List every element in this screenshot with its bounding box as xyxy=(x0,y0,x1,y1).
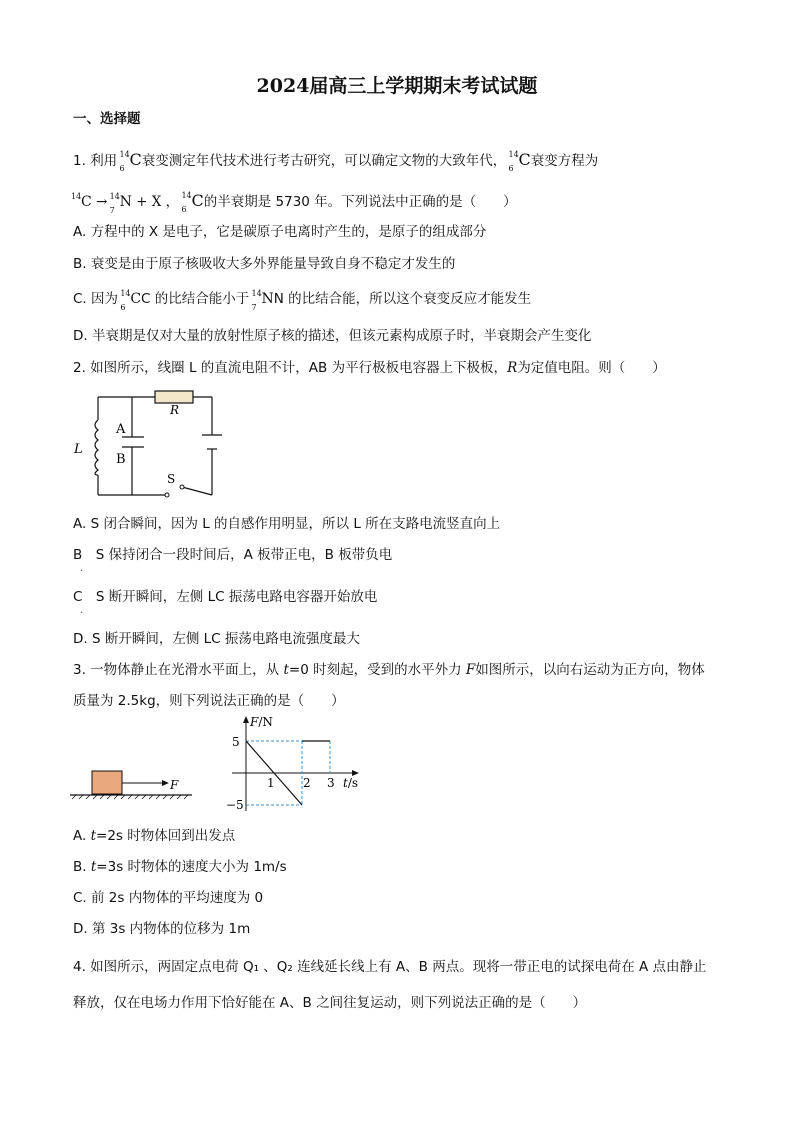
resistor xyxy=(155,391,193,403)
page-title: 2024届高三上学期期末考试试题 xyxy=(256,75,538,97)
x-axis-label: t/s xyxy=(343,776,359,790)
x-tick-label: 3 xyxy=(327,776,335,790)
q1-line2: 14 C → 14 7 N + X ， 14 6 C的半衰期是 5730 年。下列说法中正确的是（ ） xyxy=(71,191,517,215)
q1-option-b: B. 衰变是由于原子核吸收大多外界能量导致自身不稳定才发生的 xyxy=(73,256,456,272)
q3-option-b: B. t=3s 时物体的速度大小为 1m/s xyxy=(73,859,287,875)
q3-option-c: C. 前 2s 内物体的平均速度为 0 xyxy=(73,890,264,906)
q3-option-d: D. 第 3s 内物体的位移为 1m xyxy=(73,921,251,937)
label-a: A xyxy=(116,422,126,437)
switch-contact xyxy=(180,485,184,489)
y-tick-label: 5 xyxy=(232,735,240,749)
y-axis-arrow xyxy=(243,716,249,723)
q2-option-b: B S 保持闭合一段时间后，A 板带正电，B 板带负电 xyxy=(73,547,393,563)
y-tick-label: −5 xyxy=(226,798,244,812)
q3-stem-line1: 3. 一物体静止在光滑水平面上，从 t=0 时刻起，受到的水平外力 F如图所示，以向右运动为正方向，物体 xyxy=(73,662,705,678)
q1-option-a: A. 方程中的 X 是电子，它是碳原子电离时产生的，是原子的组成部分 xyxy=(73,224,487,240)
q4-stem-line1: 4. 如图所示，两固定点电荷 Q₁ 、Q₂ 连线延长线上有 A、B 两点。现将一带正电的试探电荷在 A 点由静止 xyxy=(73,959,707,975)
label-l: L xyxy=(74,442,83,457)
carbon14-nuclide: 14 6 C xyxy=(119,150,142,173)
q3-stem-line2: 质量为 2.5kg，则下列说法正确的是（ ） xyxy=(73,693,345,709)
q4-stem-line2: 释放，仅在电场力作用下恰好能在 A、B 之间往复运动，则下列说法正确的是（ ） xyxy=(73,995,587,1011)
q1-text-b: 衰变测定年代技术进行考古研究，可以确定文物的大致年代， xyxy=(141,153,507,169)
carbon14-nuclide: 14 6 C xyxy=(508,150,531,173)
q1-text-c: 衰变方程为 xyxy=(530,153,599,169)
label-r: R xyxy=(170,403,180,417)
section-heading: 一、选择题 xyxy=(73,111,141,127)
x-tick-label: 2 xyxy=(303,776,311,790)
q2-stem: 2. 如图所示，线圈 L 的直流电阻不计，AB 为平行极板电容器上下极板，R为定值电阻。则（ ） xyxy=(73,360,666,376)
decay-equation: 14 C xyxy=(71,192,92,210)
block xyxy=(92,771,122,794)
lc-circuit-diagram xyxy=(70,385,230,505)
q2-option-a: A. S 闭合瞬间，因为 L 的自感作用明显，所以 L 所在支路电流竖直向上 xyxy=(73,516,501,532)
label-s: S xyxy=(167,472,176,486)
force-label: F xyxy=(170,778,179,792)
y-axis-label: F/N xyxy=(250,716,273,729)
q1-number: 1. xyxy=(73,153,86,169)
q1-line1 xyxy=(73,150,599,173)
q1-text-d: 的半衰期是 5730 年。下列说法中正确的是（ ） xyxy=(203,194,517,210)
x-tick-label: 1 xyxy=(267,776,275,790)
q2-option-c: C S 断开瞬间，左侧 LC 振荡电路电容器开始放电 xyxy=(73,589,378,605)
q1-option-c: C. 因为 14 6 CC 的比结合能小于 14 7 NN 的比结合能，所以这个衰变反应才能发生 xyxy=(73,289,532,312)
q2-option-d: D. S 断开瞬间，左侧 LC 振荡电路电流强度最大 xyxy=(73,631,360,647)
block-on-surface-diagram xyxy=(70,765,200,805)
force-time-graph xyxy=(222,716,372,816)
carbon14-nuclide: 14 6 C xyxy=(181,191,204,214)
q1-option-d: D. 半衰期是仅对大量的放射性原子核的描述，但该元素构成原子时，半衰期会产生变化 xyxy=(73,328,592,344)
switch-contact xyxy=(165,493,169,497)
q1-text-a: 利用 xyxy=(90,153,118,169)
q3-option-a: A. t=2s 时物体回到出发点 xyxy=(73,828,236,844)
label-b: B xyxy=(116,452,126,467)
